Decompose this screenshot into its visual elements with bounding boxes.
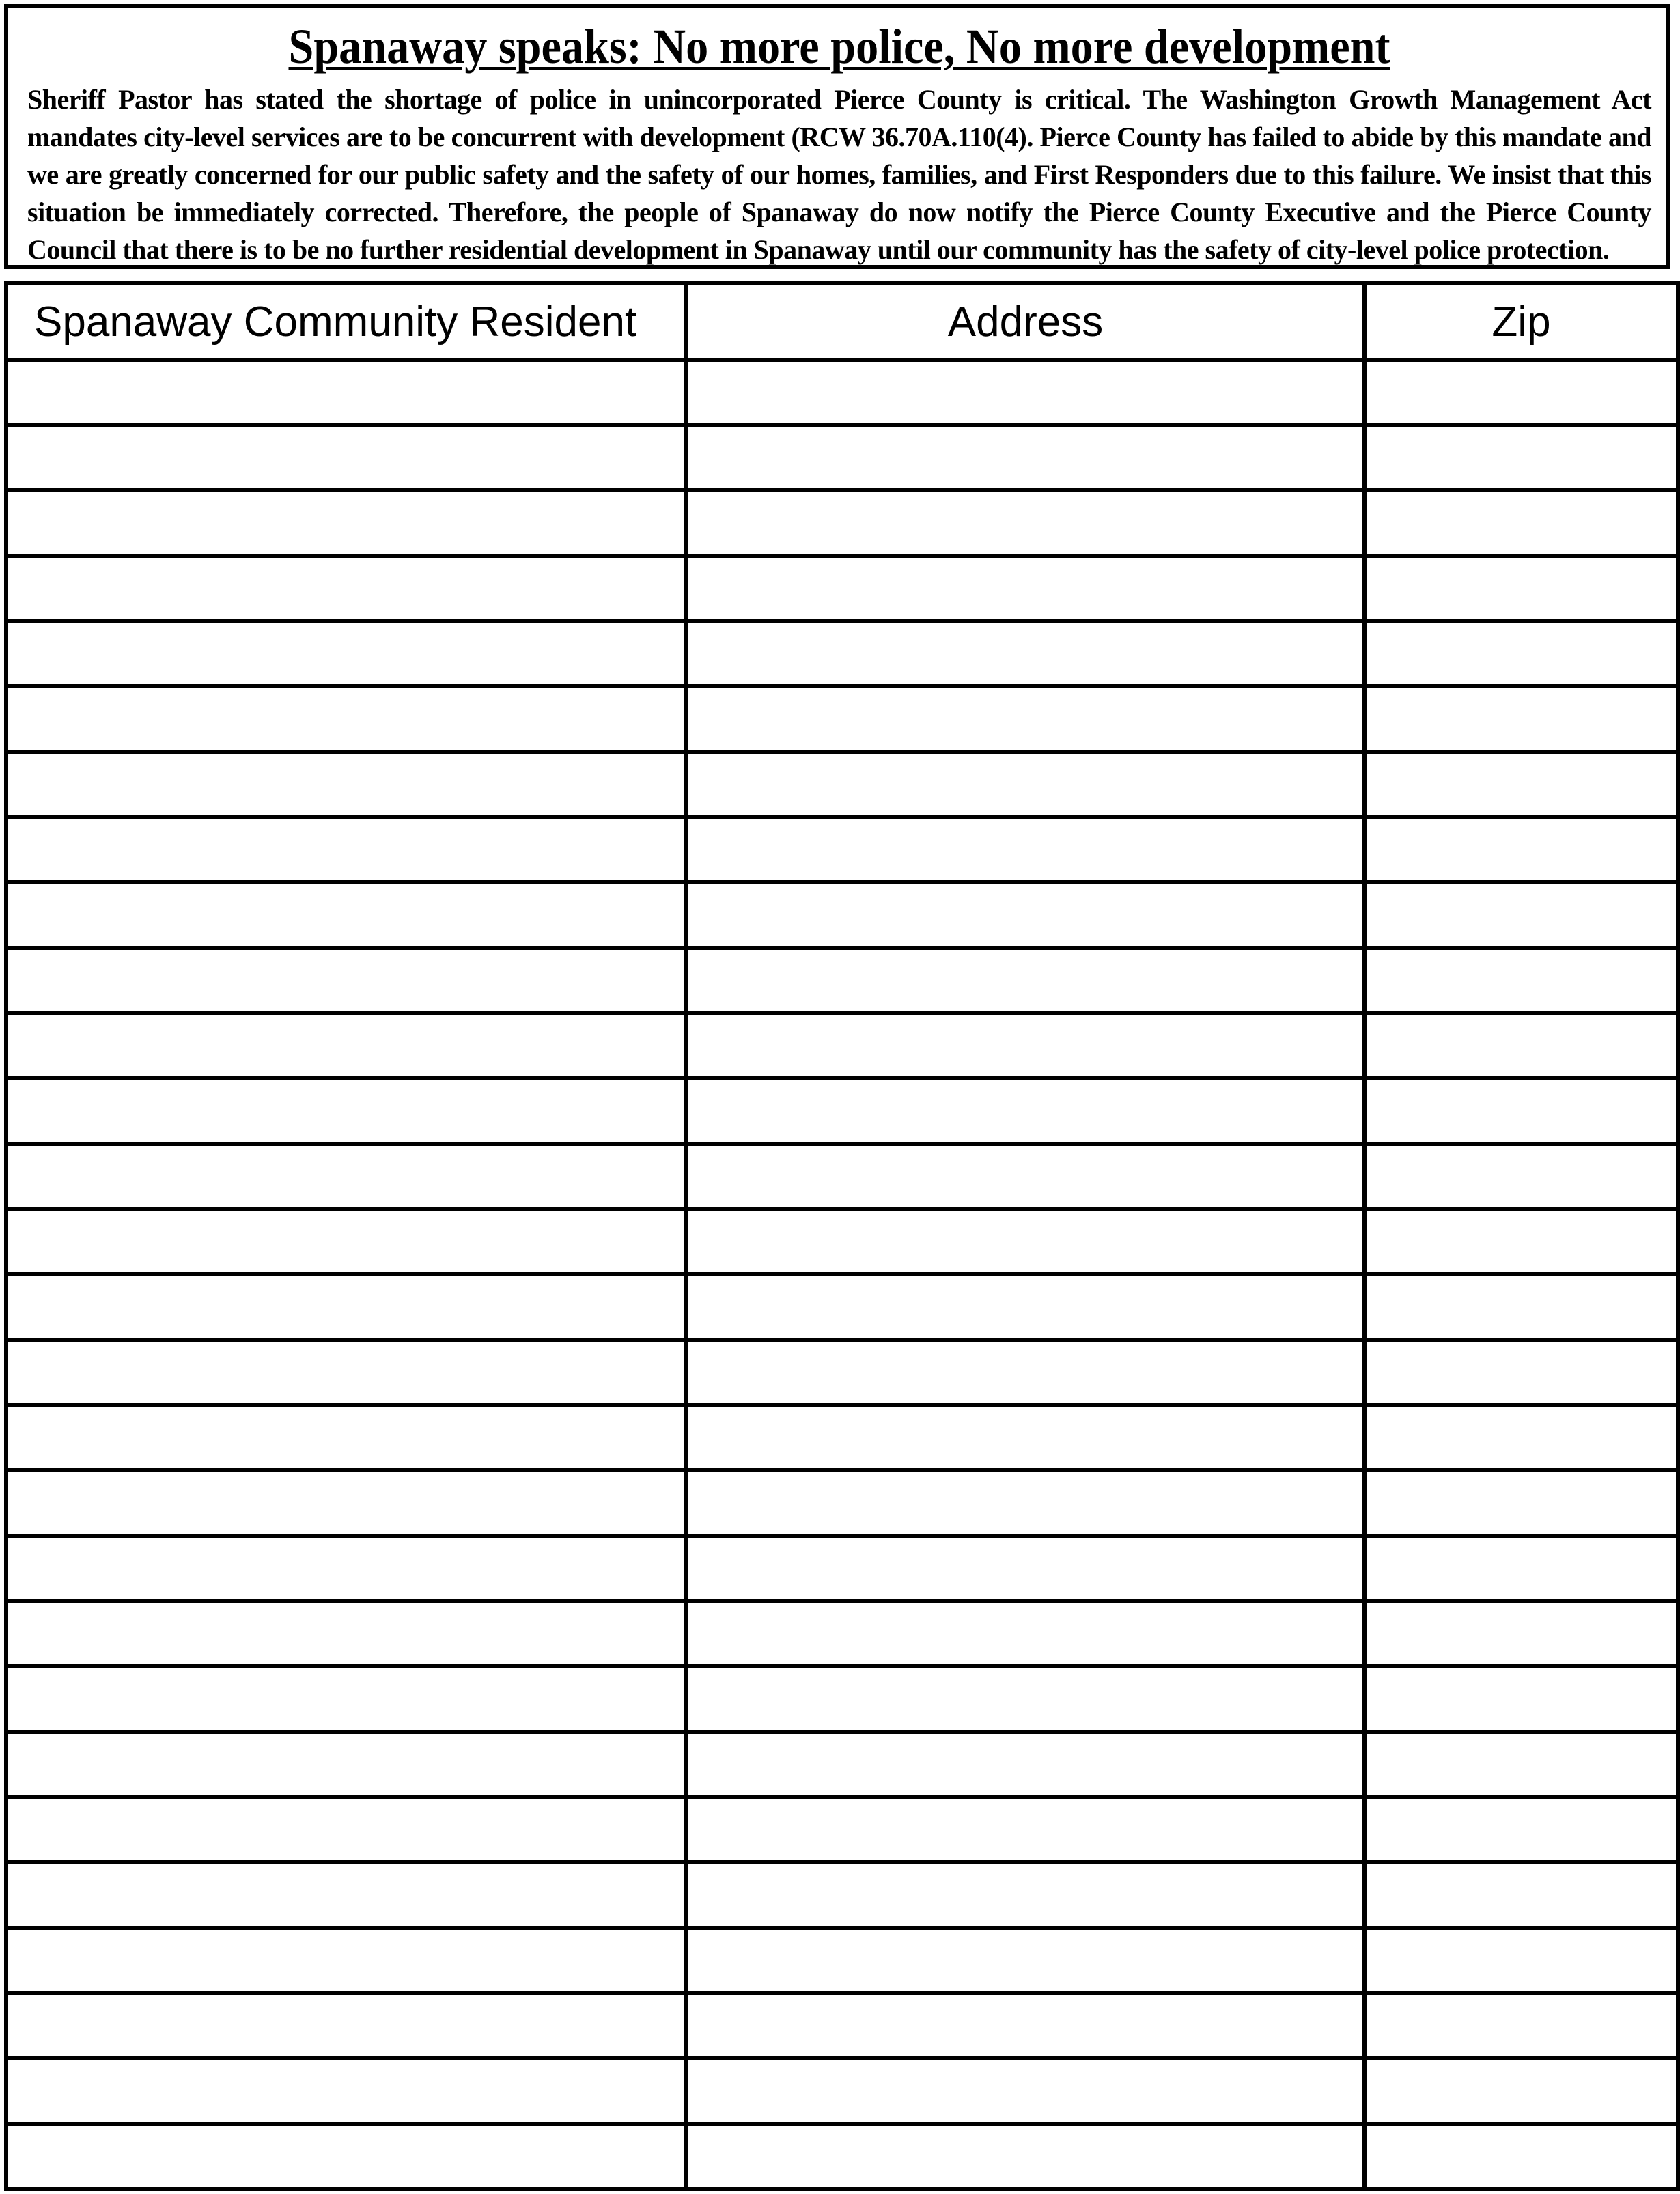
zip-cell[interactable]: [1364, 686, 1678, 752]
signature-row: [6, 686, 1678, 752]
zip-cell[interactable]: [1364, 1862, 1678, 1928]
address-cell[interactable]: [686, 556, 1364, 621]
address-cell[interactable]: [686, 752, 1364, 817]
signature-row: [6, 360, 1678, 425]
zip-cell[interactable]: [1364, 1797, 1678, 1863]
signature-row: [6, 1993, 1678, 2059]
signature-row: [6, 425, 1678, 491]
signature-row: [6, 490, 1678, 556]
signature-row: [6, 1797, 1678, 1863]
address-cell[interactable]: [686, 425, 1364, 491]
zip-cell[interactable]: [1364, 490, 1678, 556]
resident-name-cell[interactable]: [6, 621, 686, 687]
zip-cell[interactable]: [1364, 948, 1678, 1013]
signature-row: [6, 2124, 1678, 2189]
resident-name-cell[interactable]: [6, 1536, 686, 1601]
address-cell[interactable]: [686, 490, 1364, 556]
zip-cell[interactable]: [1364, 2124, 1678, 2189]
resident-name-cell[interactable]: [6, 1078, 686, 1144]
zip-cell[interactable]: [1364, 556, 1678, 621]
signature-row: [6, 817, 1678, 883]
zip-cell[interactable]: [1364, 1078, 1678, 1144]
resident-name-cell[interactable]: [6, 882, 686, 948]
address-cell[interactable]: [686, 1274, 1364, 1340]
signature-row: [6, 1928, 1678, 1993]
address-cell[interactable]: [686, 1928, 1364, 1993]
signature-table: [4, 281, 1680, 2191]
resident-name-cell[interactable]: [6, 1928, 686, 1993]
zip-cell[interactable]: [1364, 1993, 1678, 2059]
resident-name-cell[interactable]: [6, 1340, 686, 1405]
signature-row: [6, 1470, 1678, 1536]
zip-cell[interactable]: [1364, 1928, 1678, 1993]
signature-row: [6, 1013, 1678, 1079]
column-header-zip: Zip: [1364, 283, 1678, 360]
resident-name-cell[interactable]: [6, 752, 686, 817]
petition-statement: Sheriff Pastor has stated the shortage of police in unincorporated Pierce County is critical. The Washington Growth Management Act mandates city-level services are to be concurrent with development (RCW 36.70A.110(4). Pierce County has failed to abide by this mandate and we are greatly concerned for our public safety and the safety of our homes, families, and First Responders due to this failure. We insist that this situation be immediately corrected. Therefore, the people of Spanaway do now notify the Pierce County Executive and the Pierce County Council that there is to be no further residential development in Spanaway until our community has the safety of city-level police protection.: [27, 84, 1651, 265]
signature-row: [6, 1340, 1678, 1405]
zip-cell[interactable]: [1364, 360, 1678, 425]
address-cell[interactable]: [686, 360, 1364, 425]
resident-name-cell[interactable]: [6, 686, 686, 752]
resident-name-cell[interactable]: [6, 1209, 686, 1275]
address-cell[interactable]: [686, 1209, 1364, 1275]
address-cell[interactable]: [686, 1340, 1364, 1405]
column-header-address: Address: [686, 283, 1364, 360]
address-cell[interactable]: [686, 2058, 1364, 2124]
zip-cell[interactable]: [1364, 1144, 1678, 1209]
resident-name-cell[interactable]: [6, 490, 686, 556]
address-cell[interactable]: [686, 1078, 1364, 1144]
address-cell[interactable]: [686, 1862, 1364, 1928]
resident-name-cell[interactable]: [6, 1144, 686, 1209]
zip-cell[interactable]: [1364, 752, 1678, 817]
address-cell[interactable]: [686, 1666, 1364, 1732]
address-cell[interactable]: [686, 882, 1364, 948]
resident-name-cell[interactable]: [6, 1797, 686, 1863]
address-cell[interactable]: [686, 1470, 1364, 1536]
signature-row: [6, 1209, 1678, 1275]
resident-name-cell[interactable]: [6, 2058, 686, 2124]
column-header-resident: Spanaway Community Resident: [6, 283, 686, 360]
resident-name-cell[interactable]: [6, 360, 686, 425]
address-cell[interactable]: [686, 1013, 1364, 1079]
signature-row: [6, 1666, 1678, 1732]
resident-name-cell[interactable]: [6, 1405, 686, 1471]
address-cell[interactable]: [686, 1993, 1364, 2059]
signature-row: [6, 556, 1678, 621]
address-cell[interactable]: [686, 1601, 1364, 1667]
resident-name-cell[interactable]: [6, 1732, 686, 1797]
resident-name-cell[interactable]: [6, 1470, 686, 1536]
zip-cell[interactable]: [1364, 1732, 1678, 1797]
address-cell[interactable]: [686, 1536, 1364, 1601]
zip-cell[interactable]: [1364, 882, 1678, 948]
resident-name-cell[interactable]: [6, 948, 686, 1013]
zip-cell[interactable]: [1364, 2058, 1678, 2124]
zip-cell[interactable]: [1364, 1601, 1678, 1667]
resident-name-cell[interactable]: [6, 1666, 686, 1732]
signature-row: [6, 752, 1678, 817]
zip-cell[interactable]: [1364, 425, 1678, 491]
resident-name-cell[interactable]: [6, 1862, 686, 1928]
zip-cell[interactable]: [1364, 1470, 1678, 1536]
petition-header: [4, 4, 1670, 269]
header-row: [6, 283, 1678, 360]
resident-name-cell[interactable]: [6, 556, 686, 621]
address-cell[interactable]: [686, 621, 1364, 687]
address-cell[interactable]: [686, 2124, 1364, 2189]
address-cell[interactable]: [686, 1405, 1364, 1471]
signature-row: [6, 882, 1678, 948]
signature-row: [6, 1732, 1678, 1797]
signature-row: [6, 1536, 1678, 1601]
address-cell[interactable]: [686, 1144, 1364, 1209]
zip-cell[interactable]: [1364, 621, 1678, 687]
zip-cell[interactable]: [1364, 817, 1678, 883]
zip-cell[interactable]: [1364, 1536, 1678, 1601]
resident-name-cell[interactable]: [6, 2124, 686, 2189]
signature-row: [6, 1405, 1678, 1471]
signature-row: [6, 948, 1678, 1013]
address-cell[interactable]: [686, 948, 1364, 1013]
address-cell[interactable]: [686, 1732, 1364, 1797]
address-cell[interactable]: [686, 686, 1364, 752]
resident-name-cell[interactable]: [6, 1601, 686, 1667]
resident-name-cell[interactable]: [6, 817, 686, 883]
signature-row: [6, 621, 1678, 687]
petition-title: Spanaway speaks: No more police, No more development: [288, 19, 1390, 74]
signature-row: [6, 1078, 1678, 1144]
zip-cell[interactable]: [1364, 1405, 1678, 1471]
resident-name-cell[interactable]: [6, 1993, 686, 2059]
zip-cell[interactable]: [1364, 1209, 1678, 1275]
resident-name-cell[interactable]: [6, 1013, 686, 1079]
signature-row: [6, 1601, 1678, 1667]
resident-name-cell[interactable]: [6, 1274, 686, 1340]
zip-cell[interactable]: [1364, 1340, 1678, 1405]
zip-cell[interactable]: [1364, 1274, 1678, 1340]
signature-row: [6, 1144, 1678, 1209]
resident-name-cell[interactable]: [6, 425, 686, 491]
address-cell[interactable]: [686, 1797, 1364, 1863]
signature-row: [6, 1862, 1678, 1928]
signature-row: [6, 1274, 1678, 1340]
signature-row: [6, 2058, 1678, 2124]
zip-cell[interactable]: [1364, 1013, 1678, 1079]
zip-cell[interactable]: [1364, 1666, 1678, 1732]
address-cell[interactable]: [686, 817, 1364, 883]
